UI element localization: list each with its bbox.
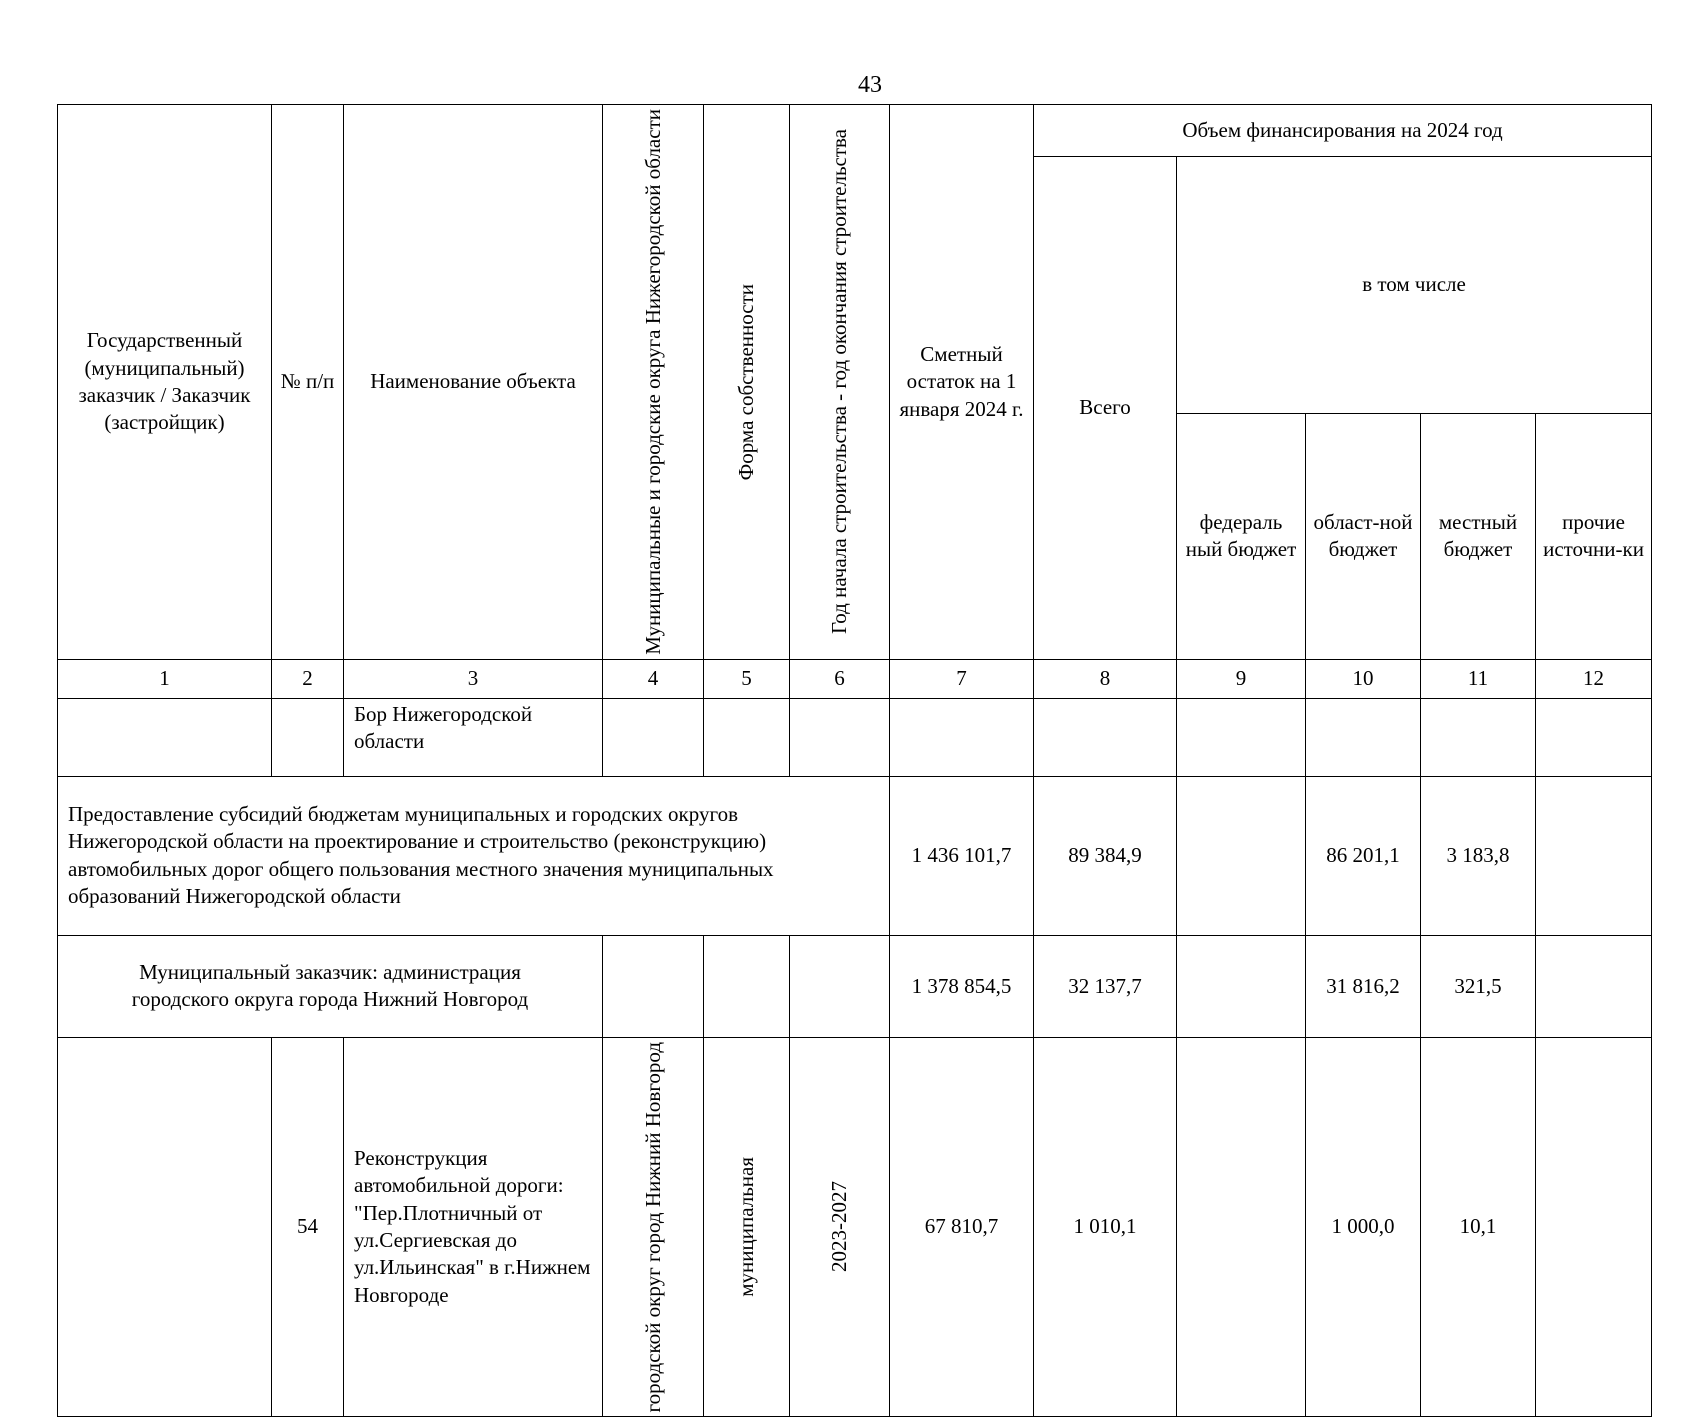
cell-total: 89 384,9 — [1034, 776, 1177, 935]
cell-ownership — [704, 1037, 790, 1416]
cell-local: 3 183,8 — [1421, 776, 1536, 935]
cell-regional: 31 816,2 — [1306, 935, 1421, 1037]
cell-local: 10,1 — [1421, 1037, 1536, 1416]
cell-federal — [1177, 776, 1306, 935]
col-num: 2 — [272, 659, 344, 698]
cell-empty — [603, 698, 704, 776]
cell-local: 321,5 — [1421, 935, 1536, 1037]
cell-regional: 1 000,0 — [1306, 1037, 1421, 1416]
col-num: 9 — [1177, 659, 1306, 698]
table-row-continuation — [58, 698, 1652, 776]
header-num: № п/п — [272, 105, 344, 660]
cell-empty — [790, 698, 890, 776]
header-funding: Объем финансирования на 2024 год — [1034, 105, 1652, 157]
header-ownership — [704, 105, 790, 660]
cell-total: 1 010,1 — [1034, 1037, 1177, 1416]
cell-empty — [1177, 698, 1306, 776]
col-num: 6 — [790, 659, 890, 698]
header-total: Всего — [1034, 157, 1177, 660]
header-local: местный бюджет — [1421, 413, 1536, 659]
col-num: 1 — [58, 659, 272, 698]
column-numbers-row — [58, 659, 1652, 698]
cell-district-text: городской округ город Нижний Новгород — [640, 1041, 665, 1413]
cell-other — [1536, 935, 1652, 1037]
cell-years-text: 2023-2027 — [827, 1181, 852, 1273]
cell-subsidy-title: Предоставление субсидий бюджетам муниципальных и городских округов Нижегородской области на проектирование и строительство (реконструкцию) автомобильных дорог общего пользования местного значения муниципальных образований Нижегородской области — [58, 776, 890, 935]
cell-other — [1536, 776, 1652, 935]
col-num: 3 — [344, 659, 603, 698]
header-regional: област-ной бюджет — [1306, 413, 1421, 659]
col-num: 12 — [1536, 659, 1652, 698]
header-district-text: Муниципальные и городские округа Нижегородской области — [640, 109, 665, 655]
header-row-1 — [58, 105, 1652, 157]
financing-table — [57, 104, 1652, 1417]
col-num: 7 — [890, 659, 1034, 698]
cell-empty — [704, 935, 790, 1037]
cell-years — [790, 1037, 890, 1416]
header-other: прочие источни-ки — [1536, 413, 1652, 659]
cell-empty — [1034, 698, 1177, 776]
header-years — [790, 105, 890, 660]
col-num: 5 — [704, 659, 790, 698]
header-object-name: Наименование объекта — [344, 105, 603, 660]
cell-object-name: Бор Нижегородской области — [344, 698, 603, 776]
cell-empty — [1421, 698, 1536, 776]
cell-regional: 86 201,1 — [1306, 776, 1421, 935]
cell-empty — [58, 698, 272, 776]
cell-federal — [1177, 935, 1306, 1037]
col-num: 10 — [1306, 659, 1421, 698]
cell-empty — [704, 698, 790, 776]
table-row-municipal — [58, 935, 1652, 1037]
cell-total: 32 137,7 — [1034, 935, 1177, 1037]
cell-empty — [272, 698, 344, 776]
cell-empty — [890, 698, 1034, 776]
header-customer: Государственный (муниципальный) заказчик / Заказчик (застройщик) — [58, 105, 272, 660]
cell-empty — [1536, 698, 1652, 776]
header-including: в том числе — [1177, 157, 1652, 414]
cell-district — [603, 1037, 704, 1416]
cell-empty — [1306, 698, 1421, 776]
cell-estimate: 1 436 101,7 — [890, 776, 1034, 935]
table-row-item-54 — [58, 1037, 1652, 1416]
cell-municipal-title: Муниципальный заказчик: администрация городского округа города Нижний Новгород — [58, 935, 603, 1037]
cell-object-name: Реконструкция автомобильной дороги: "Пер.Плотничный от ул.Сергиевская до ул.Ильинская" в г.Нижнем Новгороде — [344, 1037, 603, 1416]
header-district — [603, 105, 704, 660]
col-num: 11 — [1421, 659, 1536, 698]
cell-federal — [1177, 1037, 1306, 1416]
header-estimate: Сметный остаток на 1 января 2024 г. — [890, 105, 1034, 660]
cell-num: 54 — [272, 1037, 344, 1416]
cell-empty — [790, 935, 890, 1037]
header-federal: федераль ный бюджет — [1177, 413, 1306, 659]
page-number: 43 — [858, 72, 882, 98]
header-years-text: Год начала строительства - год окончания строительства — [827, 129, 852, 635]
cell-estimate: 1 378 854,5 — [890, 935, 1034, 1037]
col-num: 8 — [1034, 659, 1177, 698]
cell-estimate: 67 810,7 — [890, 1037, 1034, 1416]
cell-ownership-text: муниципальная — [734, 1157, 759, 1297]
cell-empty — [603, 935, 704, 1037]
cell-other — [1536, 1037, 1652, 1416]
col-num: 4 — [603, 659, 704, 698]
cell-empty — [58, 1037, 272, 1416]
table-row-subsidy — [58, 776, 1652, 935]
header-ownership-text: Форма собственности — [734, 283, 759, 481]
